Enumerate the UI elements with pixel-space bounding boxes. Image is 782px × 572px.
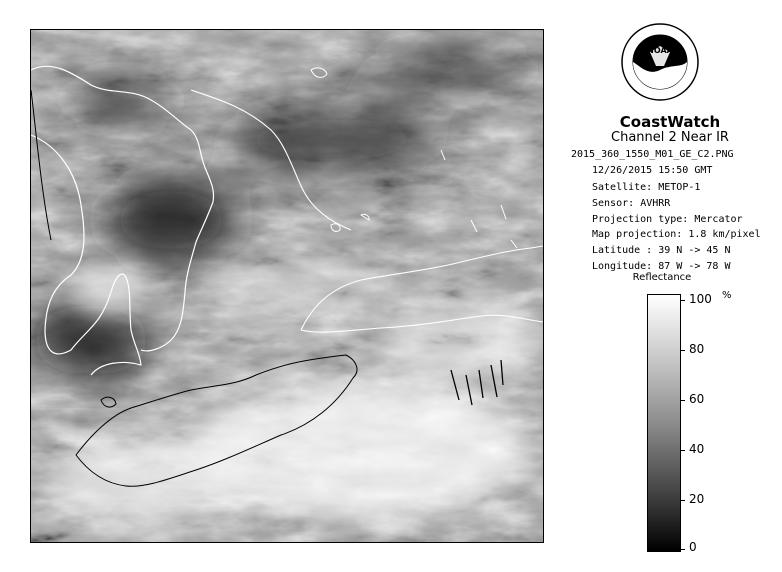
satellite-map: [31, 30, 543, 542]
colorbar-tick: [680, 300, 685, 301]
colorbar-tick: [680, 549, 685, 550]
colorbar-tick: [680, 400, 685, 401]
reflectance-colorbar: [647, 294, 681, 552]
colorbar-tick-label: 0: [689, 540, 697, 554]
image-datetime: 12/26/2015 15:50 GMT: [592, 165, 713, 176]
metadata-map-projection: Map projection: 1.8 km/pixel: [592, 229, 761, 241]
satellite-image: [30, 29, 544, 543]
colorbar-tick-label: 80: [689, 342, 705, 356]
colorbar-tick-label: 100: [689, 292, 712, 306]
noaa-logo: [620, 22, 700, 102]
channel-subtitle: Channel 2 Near IR: [611, 130, 729, 145]
colorbar-tick: [680, 350, 685, 351]
colorbar-unit: %: [722, 290, 732, 301]
metadata-projection-type: Projection type: Mercator: [592, 213, 743, 225]
colorbar-tick: [680, 450, 685, 451]
colorbar-tick-label: 60: [689, 392, 705, 406]
metadata-longitude: Longitude: 87 W -> 78 W: [592, 260, 731, 272]
colorbar-title: Reflectance: [632, 272, 692, 283]
colorbar-tick-label: 40: [689, 442, 705, 456]
svg-text:NOAA: NOAA: [647, 46, 673, 55]
metadata-satellite: Satellite: METOP-1: [592, 182, 701, 193]
metadata-list: [592, 180, 761, 275]
brand-title: CoastWatch: [619, 113, 721, 131]
colorbar-tick-label: 20: [689, 492, 705, 506]
metadata-latitude: Latitude : 39 N -> 45 N: [592, 245, 731, 257]
colorbar-tick: [680, 500, 685, 501]
metadata-sensor: Sensor: AVHRR: [592, 197, 671, 209]
image-filename: 2015_360_1550_M01_GE_C2.PNG: [571, 149, 734, 160]
